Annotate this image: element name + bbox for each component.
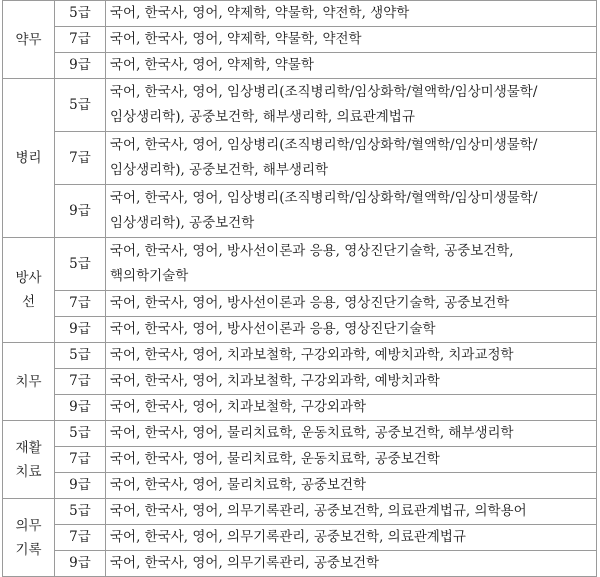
table-row [3,238,597,291]
table-row [3,525,597,551]
category-label: 재활 [15,439,42,456]
category-label: 기록 [15,541,42,558]
category-cell [3,1,55,79]
subjects-cell: 국어, 한국사, 영어, 물리치료학, 운동치료학, 공중보건학, 해부생리학 [106,421,597,447]
category-cell [3,343,55,421]
grade-cell: 5급 [55,1,106,27]
category-cell [3,79,55,238]
subjects-cell: 국어, 한국사, 영어, 방사선이론과 응용, 영상진단기술학, 공중보건학 [106,291,597,317]
table-row [3,343,597,369]
table-row [3,369,597,395]
grade-cell: 5급 [55,343,106,369]
category-cell [3,238,55,343]
grade-cell: 7급 [55,369,106,395]
category-label: 선 [21,294,36,310]
subjects-cell: 국어, 한국사, 영어, 물리치료학, 공중보건학 [106,473,597,499]
table-row [3,395,597,421]
grade-cell: 7급 [55,27,106,53]
subjects-cell: 국어, 한국사, 영어, 치과보철학, 구강외과학 [106,395,597,421]
subjects-cell: 국어, 한국사, 영어, 물리치료학, 운동치료학, 공중보건학 [106,447,597,473]
table-row [3,317,597,343]
category-label: 치무 [15,373,42,390]
subjects-cell: 국어, 한국사, 영어, 약제학, 약물학 [106,53,597,79]
grade-cell: 5급 [55,499,106,525]
category-cell [3,421,55,499]
category-label: 의무 [15,517,42,534]
subjects-cell: 국어, 한국사, 영어, 임상병리(조직병리학/임상화학/혈액학/임상미생물학/임상생리학), 공중보건학, 해부생리학 [106,132,597,185]
table-row [3,79,597,132]
grade-cell: 7급 [55,447,106,473]
subjects-cell: 국어, 한국사, 영어, 의무기록관리, 공중보건학 [106,551,597,577]
grade-cell: 9급 [55,395,106,421]
grade-cell: 7급 [55,525,106,551]
subjects-cell: 국어, 한국사, 영어, 방사선이론과 응용, 영상진단기술학 [106,317,597,343]
subjects-cell: 국어, 한국사, 영어, 방사선이론과 응용, 영상진단기술학, 공중보건학, 핵의학기술학 [106,238,597,291]
category-label: 치료 [15,463,42,480]
category-label: 방사 [15,270,42,286]
subjects-cell: 국어, 한국사, 영어, 치과보철학, 구강외과학, 예방치과학 [106,369,597,395]
table-row [3,499,597,525]
subjects-cell: 국어, 한국사, 영어, 임상병리(조직병리학/임상화학/혈액학/임상미생물학/임상생리학), 공중보건학 [106,185,597,238]
table-row [3,27,597,53]
subjects-cell: 국어, 한국사, 영어, 치과보철학, 구강외과학, 예방치과학, 치과교정학 [106,343,597,369]
grade-cell: 9급 [55,551,106,577]
grade-cell: 9급 [55,185,106,238]
table-row [3,473,597,499]
subjects-cell: 국어, 한국사, 영어, 임상병리(조직병리학/임상화학/혈액학/임상미생물학/임상생리학), 공중보건학, 해부생리학, 의료관계법규 [106,79,597,132]
table-row [3,185,597,238]
subjects-cell: 국어, 한국사, 영어, 의무기록관리, 공중보건학, 의료관계법규 [106,525,597,551]
table-row [3,551,597,577]
grade-cell: 9급 [55,317,106,343]
table-row [3,421,597,447]
table-row [3,1,597,27]
table-row [3,53,597,79]
grade-cell: 7급 [55,291,106,317]
table-row [3,291,597,317]
grade-cell: 9급 [55,53,106,79]
subjects-cell: 국어, 한국사, 영어, 약제학, 약물학, 약전학, 생약학 [106,1,597,27]
exam-subjects-table [2,0,597,577]
category-label: 약무 [15,31,42,48]
subjects-cell: 국어, 한국사, 영어, 약제학, 약물학, 약전학 [106,27,597,53]
grade-cell: 5급 [55,79,106,132]
category-label: 병리 [15,150,42,166]
grade-cell: 5급 [55,238,106,291]
grade-cell: 7급 [55,132,106,185]
grade-cell: 9급 [55,473,106,499]
subjects-cell: 국어, 한국사, 영어, 의무기록관리, 공중보건학, 의료관계법규, 의학용어 [106,499,597,525]
table-row [3,447,597,473]
table-row [3,132,597,185]
grade-cell: 5급 [55,421,106,447]
table-body [3,1,597,577]
